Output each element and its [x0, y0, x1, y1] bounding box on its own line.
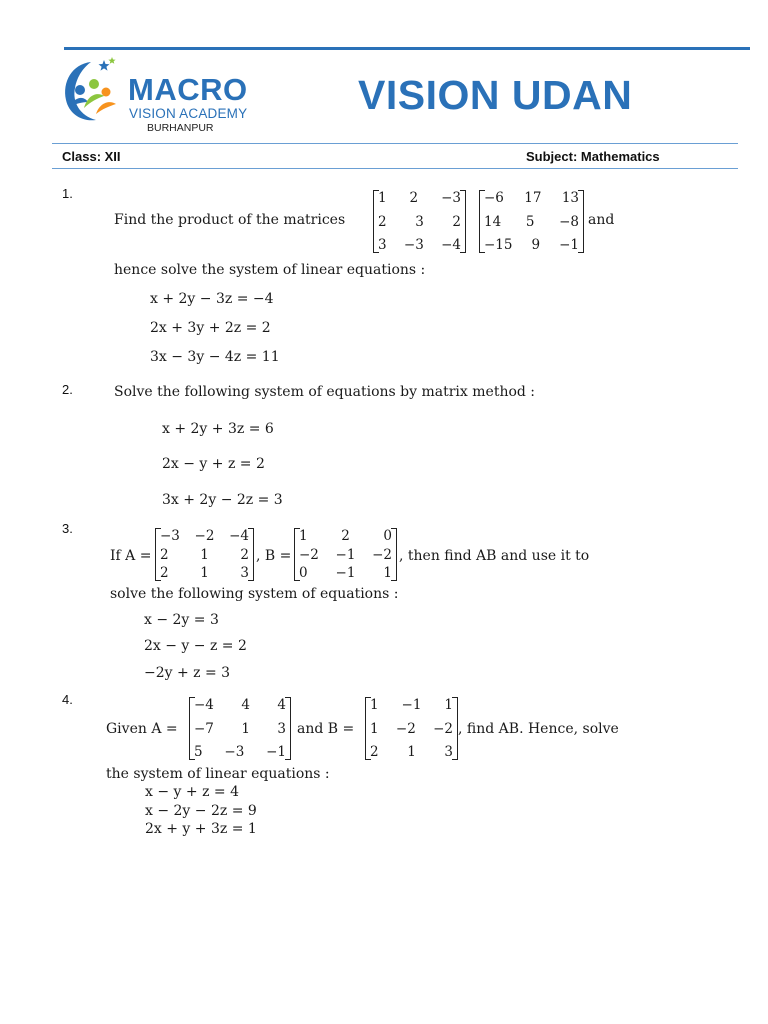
matrix-4b [365, 697, 458, 760]
matrix-cell: 1 [200, 565, 209, 581]
equation: 3x − 3y − 4z = 11 [150, 349, 280, 365]
matrix-cell: −4 [441, 237, 461, 253]
matrix-cell: −1 [335, 546, 356, 563]
equation: 2x + y + 3z = 1 [145, 821, 257, 837]
question-mid: and B = [297, 721, 355, 737]
matrix-cell: 1 [383, 565, 392, 581]
matrix-cell: −1 [401, 697, 422, 713]
matrix-cell: 1 [370, 720, 379, 737]
logo-city-text: BURHANPUR [147, 122, 214, 134]
matrix-row [484, 214, 579, 230]
matrix-cell: 4 [277, 697, 286, 713]
matrix-1b [479, 190, 584, 253]
subject-label: Subject: Mathematics [526, 149, 660, 164]
matrix-cell: 1 [299, 528, 308, 544]
equation: 3x + 2y − 2z = 3 [162, 492, 283, 508]
matrix-cell: −3 [441, 190, 461, 206]
matrix-cell: 17 [524, 190, 542, 206]
logo-academy-text: VISION ACADEMY [129, 106, 248, 121]
question-number: 1. [62, 186, 73, 201]
matrix-cell: 1 [370, 697, 379, 713]
question-prompt: solve the following system of equations : [110, 586, 399, 602]
header-divider-top [52, 143, 738, 144]
matrix-cell: 3 [240, 565, 249, 581]
equation: x − 2y − 2z = 9 [145, 803, 257, 819]
page-title: VISION UDAN [358, 72, 633, 118]
logo-people-icon [58, 56, 124, 126]
class-label: Class: XII [62, 149, 121, 164]
matrix-cell: −15 [484, 237, 513, 253]
question-tail: , find AB. Hence, solve [458, 721, 619, 737]
matrix-cell: −2 [194, 528, 215, 544]
question-number: 2. [62, 382, 73, 397]
matrix-row [299, 528, 392, 544]
matrix-cell: 2 [341, 528, 350, 544]
matrix-cell: −4 [229, 528, 249, 544]
matrix-row [484, 237, 579, 253]
matrix-cell: 1 [200, 546, 209, 563]
equation: x + 2y − 3z = −4 [150, 291, 274, 307]
matrix-cell: 1 [444, 697, 453, 713]
equation: 2x + 3y + 2z = 2 [150, 320, 271, 336]
matrix-row [299, 547, 392, 563]
matrix-1a [373, 190, 466, 253]
question-lead: Given A = [106, 721, 178, 737]
matrix-row [194, 697, 286, 713]
academy-logo [58, 56, 268, 136]
question-number: 3. [62, 521, 73, 536]
equation: x − y + z = 4 [145, 784, 239, 800]
matrix-3a [155, 528, 254, 581]
matrix-cell: 13 [561, 190, 579, 206]
question-prompt: Solve the following system of equations by matrix method : [114, 384, 536, 400]
matrix-cell: −3 [160, 528, 180, 544]
matrix-cell: 3 [444, 744, 453, 760]
matrix-row [484, 190, 579, 206]
matrix-row [160, 565, 249, 581]
matrix-row [160, 528, 249, 544]
matrix-cell: 3 [378, 237, 387, 253]
matrix-row [378, 214, 461, 230]
matrix-cell: 0 [383, 528, 392, 544]
matrix-cell: 3 [277, 720, 286, 737]
question-lead: Find the product of the matrices [114, 212, 346, 228]
matrix-row [160, 547, 249, 563]
matrix-cell: 3 [415, 213, 424, 230]
matrix-cell: 1 [241, 720, 250, 737]
matrix-row [378, 237, 461, 253]
matrix-cell: 2 [409, 190, 419, 206]
question-tail: and [588, 212, 615, 228]
matrix-cell: 2 [370, 744, 379, 760]
matrix-cell: 0 [299, 565, 308, 581]
matrix-4a [189, 697, 291, 760]
equation: 2x − y − z = 2 [144, 638, 247, 654]
question-prompt: the system of linear equations : [106, 766, 330, 782]
equation: x + 2y + 3z = 6 [162, 421, 274, 437]
matrix-cell: 9 [531, 237, 541, 253]
question-mid: , B = [256, 548, 292, 564]
matrix-cell: −4 [194, 697, 214, 713]
equation: 2x − y + z = 2 [162, 456, 265, 472]
equation: −2y + z = 3 [144, 665, 231, 681]
matrix-cell: −2 [299, 546, 319, 563]
matrix-row [370, 744, 453, 760]
matrix-cell: 2 [160, 546, 169, 563]
matrix-cell: 5 [194, 744, 203, 760]
header-divider-bottom [52, 168, 738, 169]
matrix-cell: 5 [525, 213, 535, 230]
matrix-row [299, 565, 392, 581]
matrix-cell: −7 [194, 720, 214, 737]
matrix-cell: 2 [240, 546, 249, 563]
matrix-row [370, 697, 453, 713]
equation: x − 2y = 3 [144, 612, 219, 628]
matrix-cell: −3 [224, 744, 245, 760]
matrix-cell: 2 [160, 565, 169, 581]
matrix-cell: −1 [559, 237, 579, 253]
matrix-row [378, 190, 461, 206]
matrix-cell: −3 [403, 237, 424, 253]
matrix-cell: 2 [378, 213, 387, 230]
matrix-cell: 2 [452, 213, 461, 230]
matrix-cell: −1 [335, 565, 356, 581]
matrix-cell: −1 [266, 744, 286, 760]
logo-macro-text: MACRO [128, 72, 248, 107]
matrix-cell: −2 [395, 720, 416, 737]
matrix-cell: −2 [433, 720, 453, 737]
matrix-cell: −8 [559, 213, 579, 230]
top-rule [64, 47, 750, 50]
matrix-cell: 4 [241, 697, 250, 713]
matrix-cell: 1 [407, 744, 416, 760]
question-prompt: hence solve the system of linear equations : [114, 262, 426, 278]
matrix-cell: −2 [372, 546, 392, 563]
question-tail: , then find AB and use it to [399, 548, 590, 564]
matrix-row [194, 721, 286, 737]
matrix-3b [294, 528, 397, 581]
matrix-cell: −6 [484, 190, 504, 206]
matrix-cell: 1 [378, 190, 387, 206]
question-lead: If A = [110, 548, 152, 564]
question-number: 4. [62, 692, 73, 707]
matrix-row [194, 744, 286, 760]
matrix-row [370, 721, 453, 737]
matrix-cell: 14 [484, 213, 502, 230]
